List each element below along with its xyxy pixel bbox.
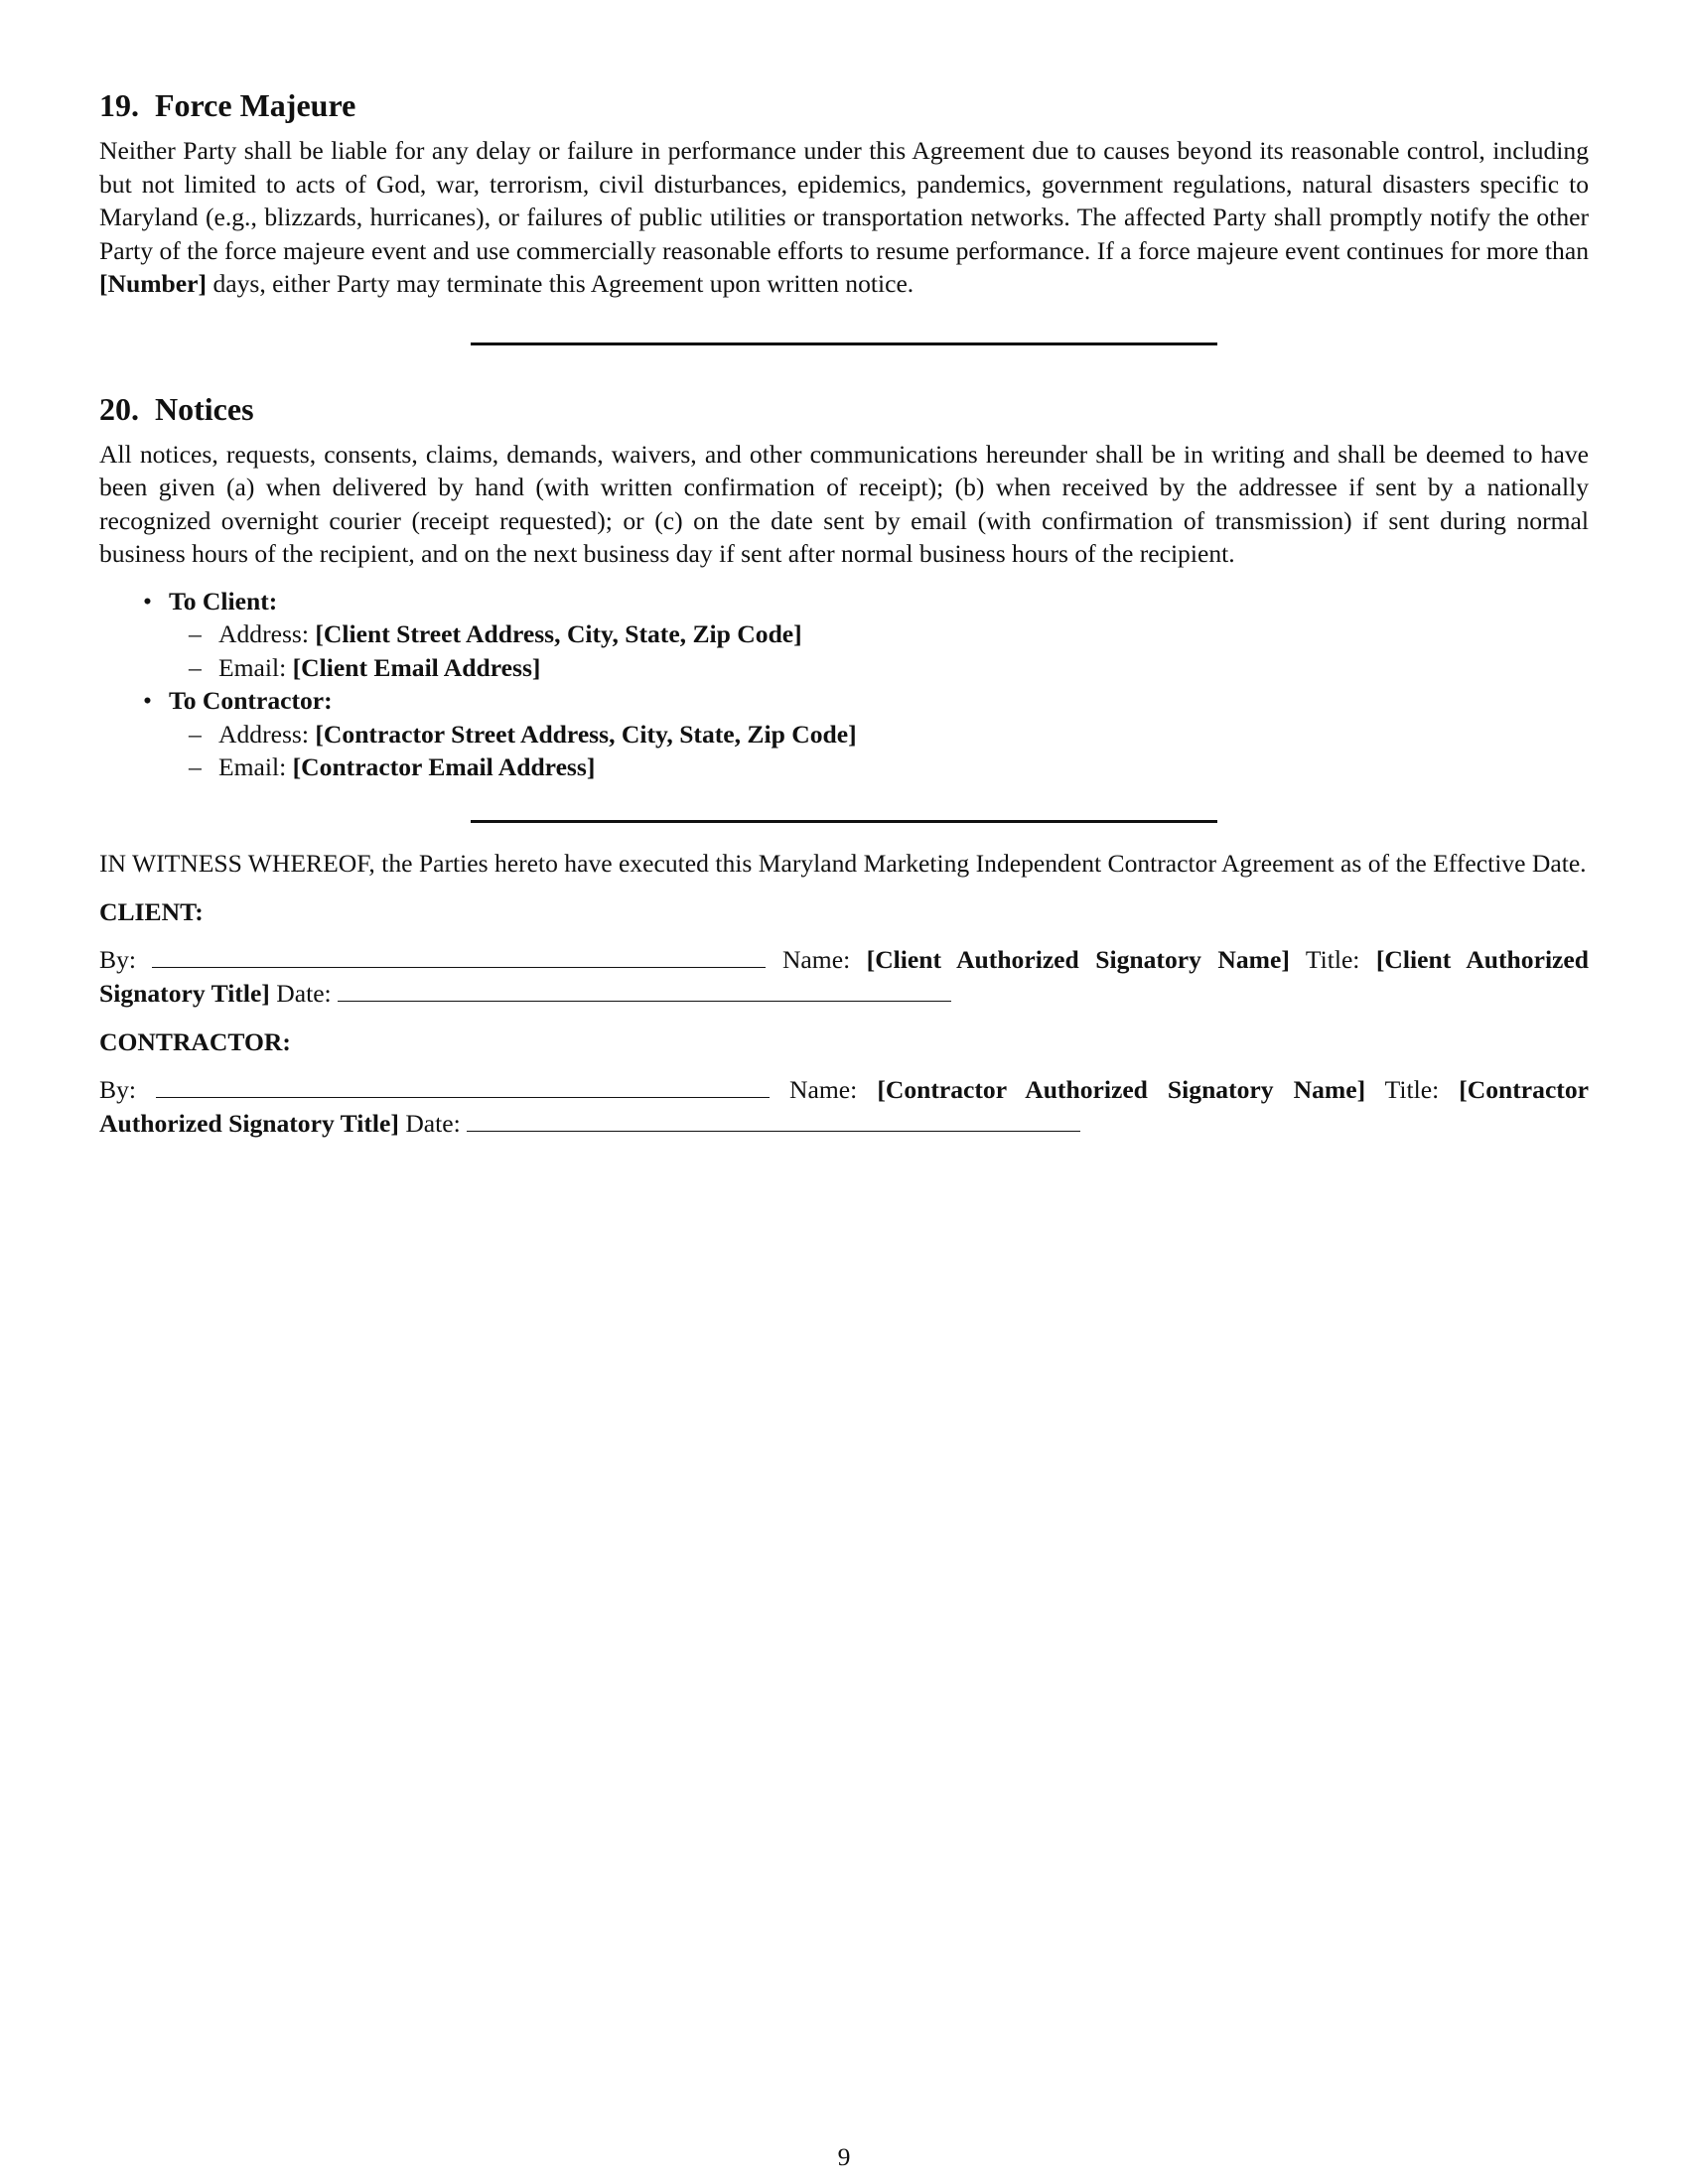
client-signatory-name: [Client Authorized Signatory Name] [866, 945, 1290, 974]
contractor-signatory-name: [Contractor Authorized Signatory Name] [877, 1075, 1366, 1104]
contractor-date-line[interactable] [467, 1107, 1080, 1132]
section-19-text-end: days, either Party may terminate this Agreement upon written notice. [207, 269, 914, 298]
witness-clause: IN WITNESS WHEREOF, the Parties hereto have executed this Maryland Marketing Independent Contractor Agreement as of the Effective Date. [99, 848, 1587, 878]
client-email-item: – Email: [Client Email Address] [159, 651, 1589, 685]
list-item [99, 585, 1589, 685]
contractor-signatory-title: [Contractor Authorized Signatory Title] [99, 1075, 1589, 1138]
section-19-number: 19. [99, 87, 139, 123]
page-number: 9 [837, 2142, 851, 2171]
contractor-address-item: – Address: [Contractor Street Address, City, State, Zip Code] [159, 718, 1589, 751]
by-label: By: [99, 1075, 136, 1104]
date-label: Date: [405, 1108, 461, 1138]
client-signatory-title: [Client Authorized Signatory Title] [99, 945, 1590, 1008]
number-placeholder: [Number] [99, 269, 208, 298]
contractor-signature-heading: CONTRACTOR: [99, 1027, 291, 1056]
title-label: Title: [1384, 1075, 1440, 1104]
section-20-body: All notices, requests, consents, claims, demands, waivers, and other communications hereunder shall be in writing and shall be deemed to have been given (a) when delivered by hand (with written confirmation of receipt); (b) when received by the addressee if sent by a nationally recognized overnight courier (receipt requested); or (c) on the date sent by email (with confirmation of transmission) if sent during normal business hours of the recipient, and on the next business day if sent after normal business hours of the recipient. [99, 439, 1589, 568]
client-signature-line[interactable] [152, 943, 766, 968]
section-19-heading [99, 87, 1589, 124]
contractor-address-placeholder: [Contractor Street Address, City, State, Zip Code] [315, 719, 857, 749]
notice-recipients-list [99, 585, 1589, 784]
list-item [99, 684, 1589, 784]
contractor-email-placeholder: [Contractor Email Address] [292, 752, 596, 781]
client-date-line[interactable] [338, 977, 951, 1002]
contractor-signature-block [99, 1073, 1589, 1140]
contractor-notice-label: To Contractor: [169, 686, 333, 715]
contractor-email-item: – Email: [Contractor Email Address] [159, 751, 1589, 784]
section-19-body [99, 134, 1589, 301]
client-address-item: – Address: [Client Street Address, City, State, Zip Code] [159, 617, 1589, 651]
client-notice-label: To Client: [169, 586, 278, 615]
by-label: By: [99, 945, 136, 974]
client-email-placeholder: [Client Email Address] [292, 652, 541, 682]
client-signature-heading: CLIENT: [99, 897, 204, 926]
title-label: Title: [1305, 945, 1360, 974]
section-divider [471, 342, 1217, 345]
date-label: Date: [276, 978, 332, 1008]
client-signature-block [99, 943, 1589, 1010]
section-19-text: Neither Party shall be liable for any delay or failure in performance under this Agreement due to causes beyond its reasonable control, including but not limited to acts of God, war, terrorism, civil disturbances, epidemics, pandemics, government regulations, natural disasters specific to Maryland (e.g., blizzards, hurricanes), or failures of public utilities or transportation networks. The affected Party shall promptly notify the other Party of the force majeure event and use commercially reasonable efforts to resume performance. If a force majeure event continues for more than [99, 136, 1589, 265]
section-20-heading [99, 391, 1589, 428]
client-address-placeholder: [Client Street Address, City, State, Zip Code] [315, 619, 802, 648]
section-20-number: 20. [99, 390, 139, 427]
section-19-title: Force Majeure [155, 87, 356, 123]
name-label: Name: [781, 945, 851, 974]
section-divider [471, 820, 1217, 823]
section-20-title: Notices [155, 390, 254, 427]
contractor-signature-line[interactable] [156, 1073, 770, 1098]
name-label: Name: [789, 1075, 858, 1104]
document-page [99, 87, 1589, 1140]
